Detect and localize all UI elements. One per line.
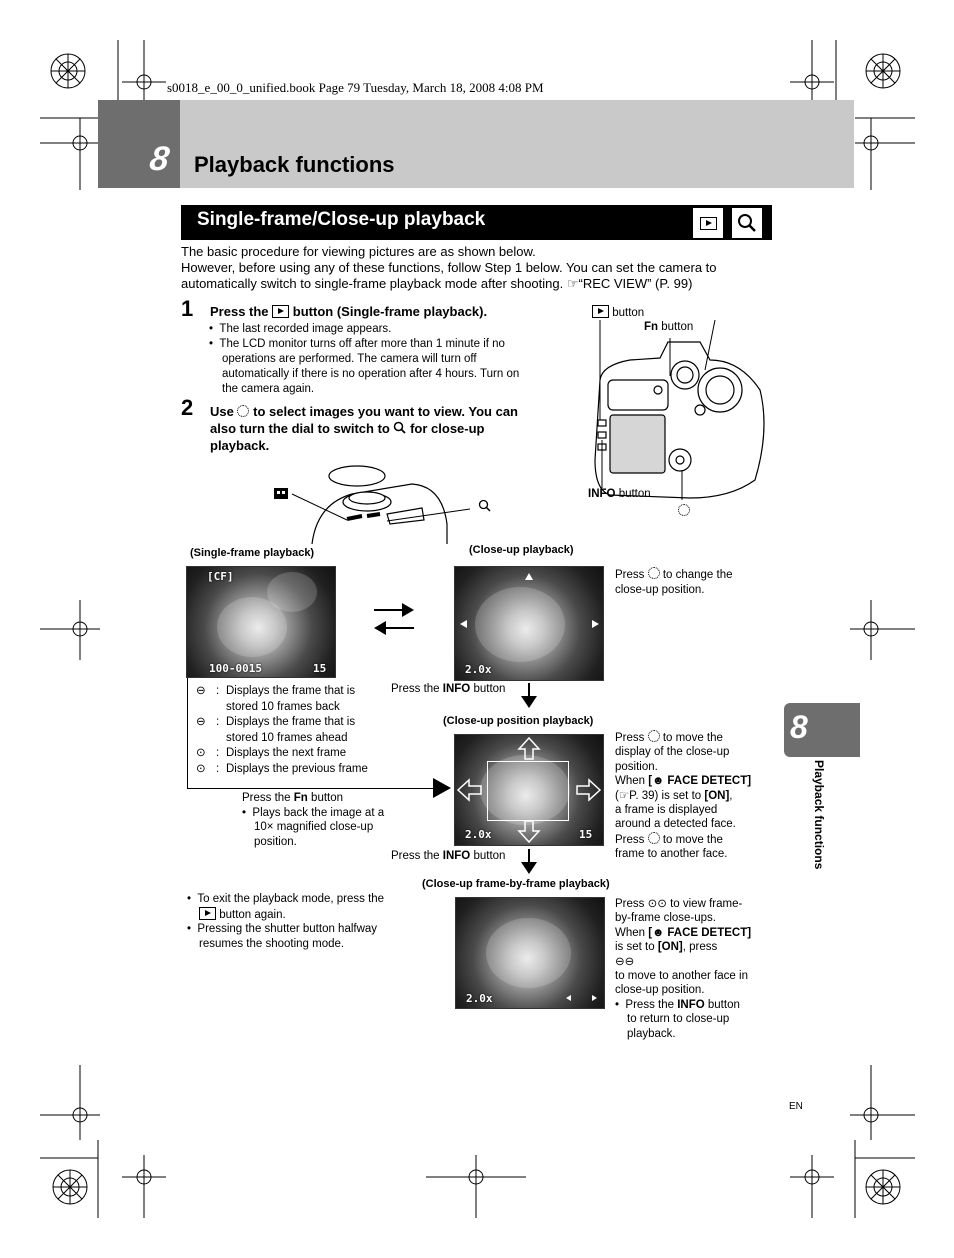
playback-mode-icon	[693, 208, 723, 238]
pos-note-l1b: to move the	[662, 732, 723, 744]
legend-colon: :	[216, 747, 220, 759]
print-header: s0018_e_00_0_unified.book Page 79 Tuesday, March 18, 2008 4:08 PM	[167, 80, 544, 95]
chapter-title: Playback functions	[194, 152, 395, 177]
playback-icon	[272, 305, 289, 318]
exit-b1a: To exit the playback mode, press the	[197, 893, 385, 905]
zoom-icon	[393, 421, 406, 434]
language-code: EN	[789, 1101, 803, 1112]
fn-label: Fn	[293, 792, 308, 804]
ok-icon	[648, 832, 660, 844]
pos-note-l3: position.	[615, 760, 658, 773]
face-detect-label: [☻ FACE DETECT]	[648, 926, 752, 939]
up-dial-icon: ⊖	[196, 685, 206, 697]
down-dial-icon: ⊖	[196, 716, 206, 728]
closeup-label: (Close-up playback)	[469, 544, 574, 556]
section-title: Single-frame/Close-up playback	[197, 209, 486, 230]
step-1-pre: Press the	[210, 304, 269, 319]
frame-note-l3a: When	[615, 926, 646, 939]
side-chapter-text: Playback functions	[812, 760, 826, 870]
arrow-pad-icon	[648, 567, 660, 579]
exit-notes: • To exit the playback mode, press the button again. • Pressing the shutter button halfway resumes the shooting mode.	[187, 893, 385, 950]
step-1-bullets: • The last recorded image appears. • The LCD monitor turns off after more than 1 minute if no operations are performed. The camera will turn off automatically if there is no operation after 4 hours. Turn on the camera again.	[209, 323, 520, 395]
step-2-l1b: to select images you want to view. You can	[253, 404, 518, 419]
closeup-position-label: (Close-up position playback)	[443, 715, 594, 727]
arrow-pad-icon	[678, 504, 690, 516]
fn-note: Press the Fn button • Plays back the image at a 10× magnified close-up position.	[242, 792, 385, 848]
step-1-post: button (Single-frame playback).	[292, 304, 488, 319]
fn-note-b2: 10× magnified close-up	[254, 821, 374, 833]
playback-icon	[592, 305, 609, 318]
legend-l3: Displays the next frame	[226, 747, 347, 759]
face-detect-label: [☻ FACE DETECT]	[648, 775, 752, 788]
press-info-post: button	[473, 850, 506, 862]
right-arrow	[433, 778, 453, 798]
info-button-text: button	[618, 488, 651, 500]
closeup-frame-photo	[455, 897, 605, 1009]
camera-play-button-label	[592, 305, 644, 321]
press-info-label-2	[391, 849, 505, 864]
exit-b1b: button again.	[219, 908, 286, 921]
intro-line-3: automatically switch to single-frame playback mode after shooting. ☞“REC VIEW” (P. 99)	[181, 276, 693, 291]
closeup-note-l2: close-up position.	[615, 584, 705, 596]
left-right-icon: ⊙⊙	[647, 898, 667, 910]
step-2-l1a: Use	[210, 404, 234, 419]
press-info-pre: Press the	[391, 850, 440, 862]
closeup-note	[615, 567, 733, 598]
legend-colon: :	[216, 685, 220, 697]
switch-arrows	[372, 601, 416, 637]
zoom-ratio: 2.0x	[465, 663, 492, 676]
step-2-l3: playback.	[210, 438, 270, 453]
legend-l1b: stored 10 frames back	[226, 700, 340, 713]
legend-l4: Displays the previous frame	[226, 762, 368, 775]
dial-illustration	[272, 464, 472, 544]
fn-label: Fn	[644, 321, 659, 333]
step-1-heading	[210, 304, 487, 320]
frame-note-b1c: button	[707, 998, 740, 1011]
legend-bracket	[187, 678, 188, 788]
info-label: INFO	[442, 850, 471, 862]
closeup-frame-label: (Close-up frame-by-frame playback)	[422, 878, 610, 890]
pos-note-l7: around a detected face.	[615, 818, 736, 831]
single-frame-photo	[186, 566, 336, 678]
zoom-ratio: 2.0x	[466, 992, 493, 1005]
position-note	[615, 730, 751, 862]
step-1-bullet-1: The last recorded image appears.	[219, 323, 392, 335]
on-label: [ON]	[704, 789, 730, 802]
frame-note-b1a: Press the	[625, 998, 674, 1011]
closeup-photo	[454, 566, 604, 681]
pos-note-l9: frame to another face.	[615, 848, 728, 861]
arrow-pad-icon	[237, 405, 249, 417]
playback-icon	[199, 907, 216, 920]
press-info-label-1	[391, 682, 505, 697]
step-1-bullet-2d: the camera again.	[222, 383, 315, 395]
press-info-pre: Press the	[391, 683, 440, 695]
frame-note-l2: by-frame close-ups.	[615, 912, 716, 925]
camera-illustration	[590, 320, 770, 500]
frame-note-l4c: , press	[682, 941, 718, 954]
single-frame-label: (Single-frame playback)	[190, 547, 315, 559]
info-label: INFO	[442, 683, 471, 695]
closeup-note-l1: Press	[615, 569, 645, 581]
frame-note-b3: playback.	[627, 1027, 676, 1040]
left-dial-icon: ⊙	[196, 762, 206, 775]
legend-bottom-line	[187, 788, 435, 789]
zoom-mode-icon	[732, 208, 762, 238]
intro-line-2: However, before using any of these functions, follow Step 1 below. You can set the camera to	[181, 260, 717, 275]
fn-note-pre: Press the	[242, 792, 291, 804]
exit-b2b: resumes the shooting mode.	[199, 937, 345, 950]
info-label: INFO	[588, 488, 616, 500]
info-label: INFO	[677, 998, 705, 1011]
frame-note-l5: to move to another face in	[615, 970, 748, 983]
right-dial-icon: ⊙	[196, 747, 206, 759]
legend-l2b: stored 10 frames ahead	[226, 731, 348, 744]
legend-l1a: Displays the frame that is	[226, 685, 356, 697]
step-2-l2b: for close-up	[410, 421, 485, 436]
chapter-number: 8	[147, 140, 172, 178]
pos-note-l5c: ,	[729, 789, 733, 802]
fn-note-b3: position.	[254, 835, 297, 848]
frame-note-l1b: to view frame-	[670, 898, 743, 910]
legend-colon: :	[216, 762, 220, 775]
on-label: [ON]	[657, 941, 683, 954]
camera-info-button-label	[588, 487, 651, 502]
frame-count: 15	[579, 828, 593, 841]
side-chapter-number: 8	[790, 709, 808, 745]
legend-colon: :	[216, 716, 220, 728]
step-2-text	[210, 403, 518, 454]
step-1-number: 1	[181, 296, 194, 321]
frame-note-b2: to return to close-up	[627, 1013, 730, 1026]
file-number: 100-0015	[209, 662, 262, 675]
up-down-icon: ⊖⊖	[615, 955, 635, 968]
fn-note-post: button	[311, 792, 344, 804]
frame-note-l6: close-up position.	[615, 984, 705, 997]
arrow-pad-icon	[648, 730, 660, 742]
step-1-bullet-2c: automatically if there is no operation after 4 hours. Turn on	[222, 368, 520, 380]
pos-note-l4a: When	[615, 775, 646, 788]
fn-note-b1: Plays back the image at a	[252, 806, 385, 819]
card-indicator: [CF]	[207, 570, 234, 583]
down-arrow-1	[520, 683, 538, 709]
step-1-bullet-2a: The LCD monitor turns off after more than 1 minute if no	[219, 338, 505, 350]
pos-note-l8b: to move the	[662, 833, 723, 846]
zoom-ratio: 2.0x	[465, 828, 492, 841]
frame-note: Press ⊙⊙ to view frame- by-frame close-ups. When [☻ FACE DETECT] is set to [ON], press ⊖⊖ to move to another face in close-up position. • Press the INFO button to return to close-up playback.	[615, 898, 752, 1040]
intro-line-1: The basic procedure for viewing pictures are as shown below.	[181, 244, 536, 259]
legend	[196, 684, 368, 777]
exit-b2a: Pressing the shutter button halfway	[197, 923, 378, 935]
closeup-note-l1b: to change the	[662, 569, 733, 581]
pos-note-l2: display of the close-up	[615, 746, 730, 759]
frame-count: 15	[313, 662, 327, 675]
frame-note-l1a: Press	[615, 898, 645, 910]
legend-l2a: Displays the frame that is	[226, 716, 356, 728]
pos-note-l5a: (☞P. 39) is set to	[615, 789, 702, 802]
camera-fn-button-label	[644, 320, 693, 335]
closeup-position-photo	[454, 734, 604, 846]
step-2-l2a: also turn the dial to switch to	[210, 421, 390, 436]
fn-button-text: button	[661, 321, 694, 333]
pos-note-l8a: Press	[615, 833, 645, 846]
zoom-icon	[478, 499, 491, 512]
step-1-bullet-2b: operations are performed. The camera will turn off	[222, 353, 477, 365]
pos-note-l6: a frame is displayed	[615, 804, 718, 817]
press-info-post: button	[473, 683, 506, 695]
step-2-number: 2	[181, 395, 194, 420]
pos-note-l1a: Press	[615, 732, 645, 744]
frame-note-l4a: is set to	[615, 941, 655, 954]
down-arrow-2	[520, 849, 538, 875]
play-button-text: button	[612, 307, 645, 319]
